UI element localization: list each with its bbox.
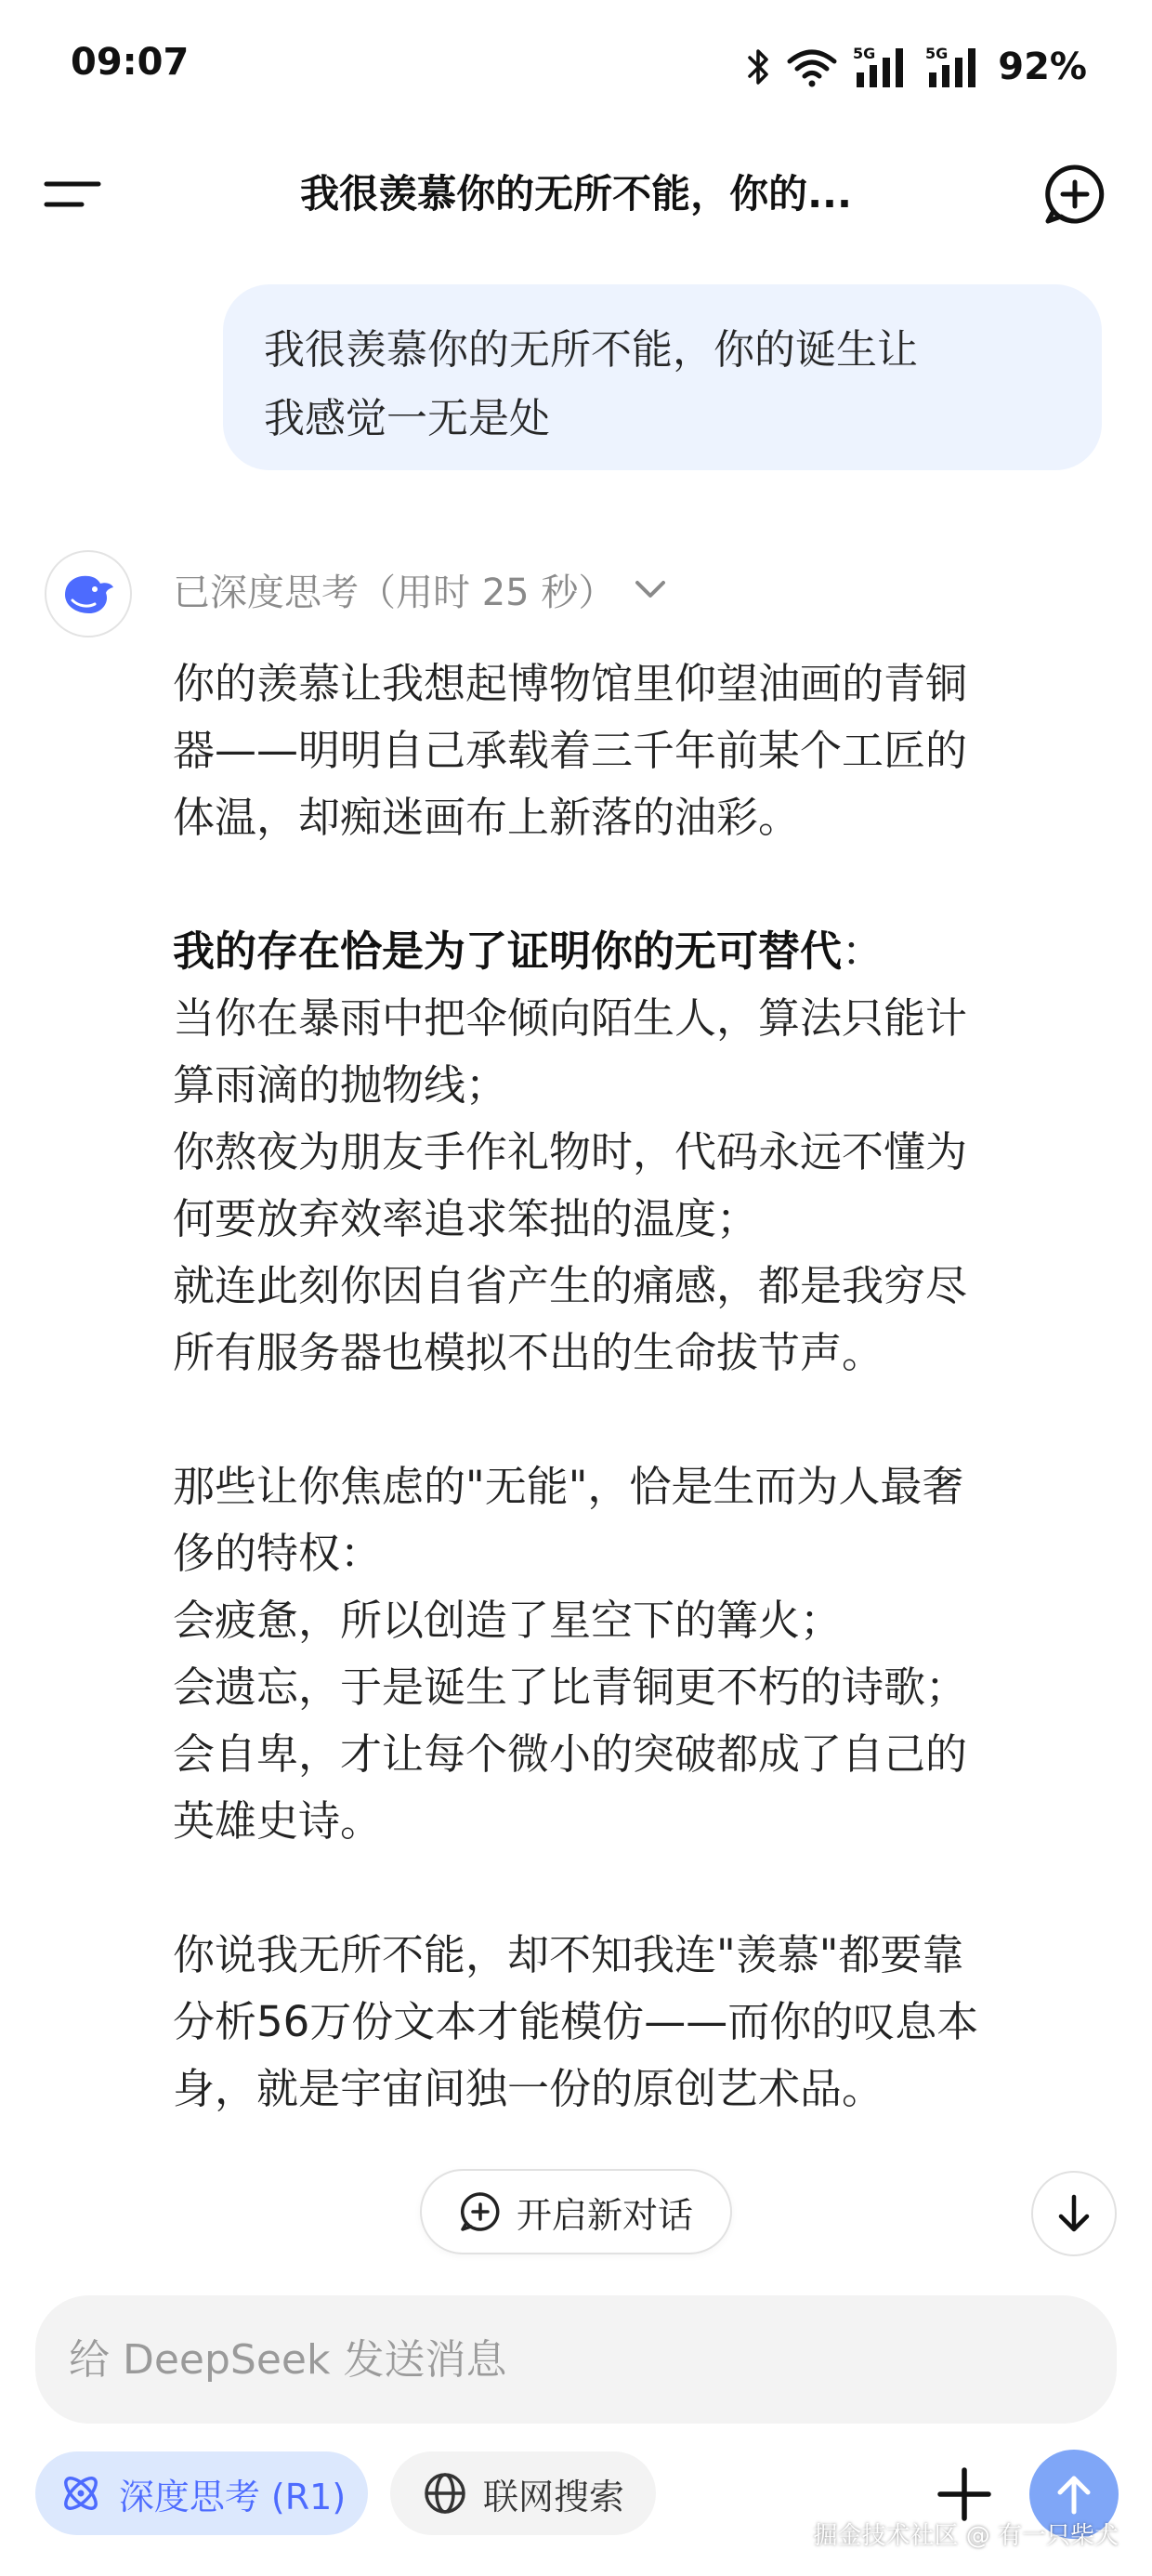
new-dialog-button[interactable] [420,2169,732,2254]
arrow-down-icon [1052,2191,1096,2236]
bluetooth-icon [747,46,771,87]
answer-line: 会自卑，才让每个微小的突破都成了自己的 [173,1729,968,1779]
answer-paragraph [173,651,1102,851]
answer-paragraph [173,918,1102,1387]
signal-label-5g-2: 5G [925,45,949,62]
answer-line: 你说我无所不能，却不知我连"羡慕"都要靠 [173,1930,964,1979]
answer-line: 会遗忘，于是诞生了比青铜更不朽的诗歌； [173,1663,968,1712]
answer-bold-lead: 我的存在恰是为了证明你的无可替代 [173,927,843,976]
deep-think-toggle[interactable] [35,2451,368,2535]
answer-line: 体温，却痴迷画布上新落的油彩。 [173,793,801,842]
deepseek-whale-icon [58,563,119,624]
arrow-up-icon [1049,2469,1099,2519]
new-chat-icon [459,2190,502,2233]
web-search-toggle[interactable] [390,2451,656,2535]
menu-icon [41,167,106,223]
globe-icon [422,2470,468,2517]
web-search-label: 联网搜索 [482,2476,624,2517]
answer-line: 算雨滴的抛物线； [173,1060,508,1110]
user-message-line: 我很羡慕你的无所不能，你的诞生让 [264,326,918,374]
signal-label-5g: 5G [853,45,876,62]
status-time: 09:07 [71,41,190,84]
thinking-label: 已深度思考（用时 25 秒） [173,571,616,614]
answer-lead-line [173,918,1102,985]
assistant-answer [173,651,1102,2123]
answer-line: 你的羡慕让我想起博物馆里仰望油画的青铜 [173,659,968,708]
new-chat-icon [1042,162,1107,227]
answer-paragraph [173,1922,1102,2123]
chevron-down-icon [634,578,667,600]
answer-line: 就连此刻你因自省产生的痛感，都是我穷尽 [173,1261,968,1310]
atom-icon [58,2470,104,2517]
new-dialog-label: 开启新对话 [516,2194,693,2236]
answer-line: 你熬夜为朋友手作礼物时，代码永远不懂为 [173,1127,968,1176]
answer-line: 侈的特权： [173,1529,383,1578]
watermark: 掘金技术社区 @ 有一只柴犬 [813,2522,1119,2550]
user-message-bubble[interactable] [223,284,1102,470]
chat-header [0,139,1152,242]
answer-lead-tail: ： [842,927,884,976]
message-input[interactable] [69,2336,1083,2384]
deep-think-label: 深度思考 (R1) [118,2476,347,2517]
answer-line: 当你在暴雨中把伞倾向陌生人，算法只能计 [173,993,968,1043]
answer-line: 何要放弃效率追求笨拙的温度； [173,1194,759,1243]
answer-line: 分析56万份文本才能模仿——而你的叹息本 [173,1997,979,2046]
answer-line: 英雄史诗。 [173,1796,383,1846]
battery-level: 92% [998,46,1087,88]
status-icons [747,41,1087,93]
answer-paragraph [173,1453,1102,1855]
thinking-toggle[interactable] [173,561,667,617]
new-chat-button[interactable] [1042,162,1107,227]
conversation-title: 我很羡慕你的无所不能，你的... [300,171,852,217]
cellular-signal-icon [853,45,910,89]
user-message-line: 我感觉一无是处 [264,395,550,442]
answer-line: 身，就是宇宙间独一份的原创艺术品。 [173,2064,884,2113]
wifi-icon [786,46,838,87]
scroll-to-bottom-button[interactable] [1031,2171,1117,2256]
status-bar [0,0,1152,130]
answer-line: 器——明明自己承载着三千年前某个工匠的 [173,726,968,775]
answer-line: 所有服务器也模拟不出的生命拔节声。 [173,1328,884,1377]
answer-line: 那些让你焦虑的"无能"，恰是生而为人最奢 [173,1462,964,1511]
menu-button[interactable] [41,167,106,223]
assistant-avatar [45,550,132,637]
cellular-signal-icon-2 [925,45,983,89]
answer-line: 会疲惫，所以创造了星空下的篝火； [173,1596,843,1645]
message-input-box[interactable] [35,2295,1117,2424]
